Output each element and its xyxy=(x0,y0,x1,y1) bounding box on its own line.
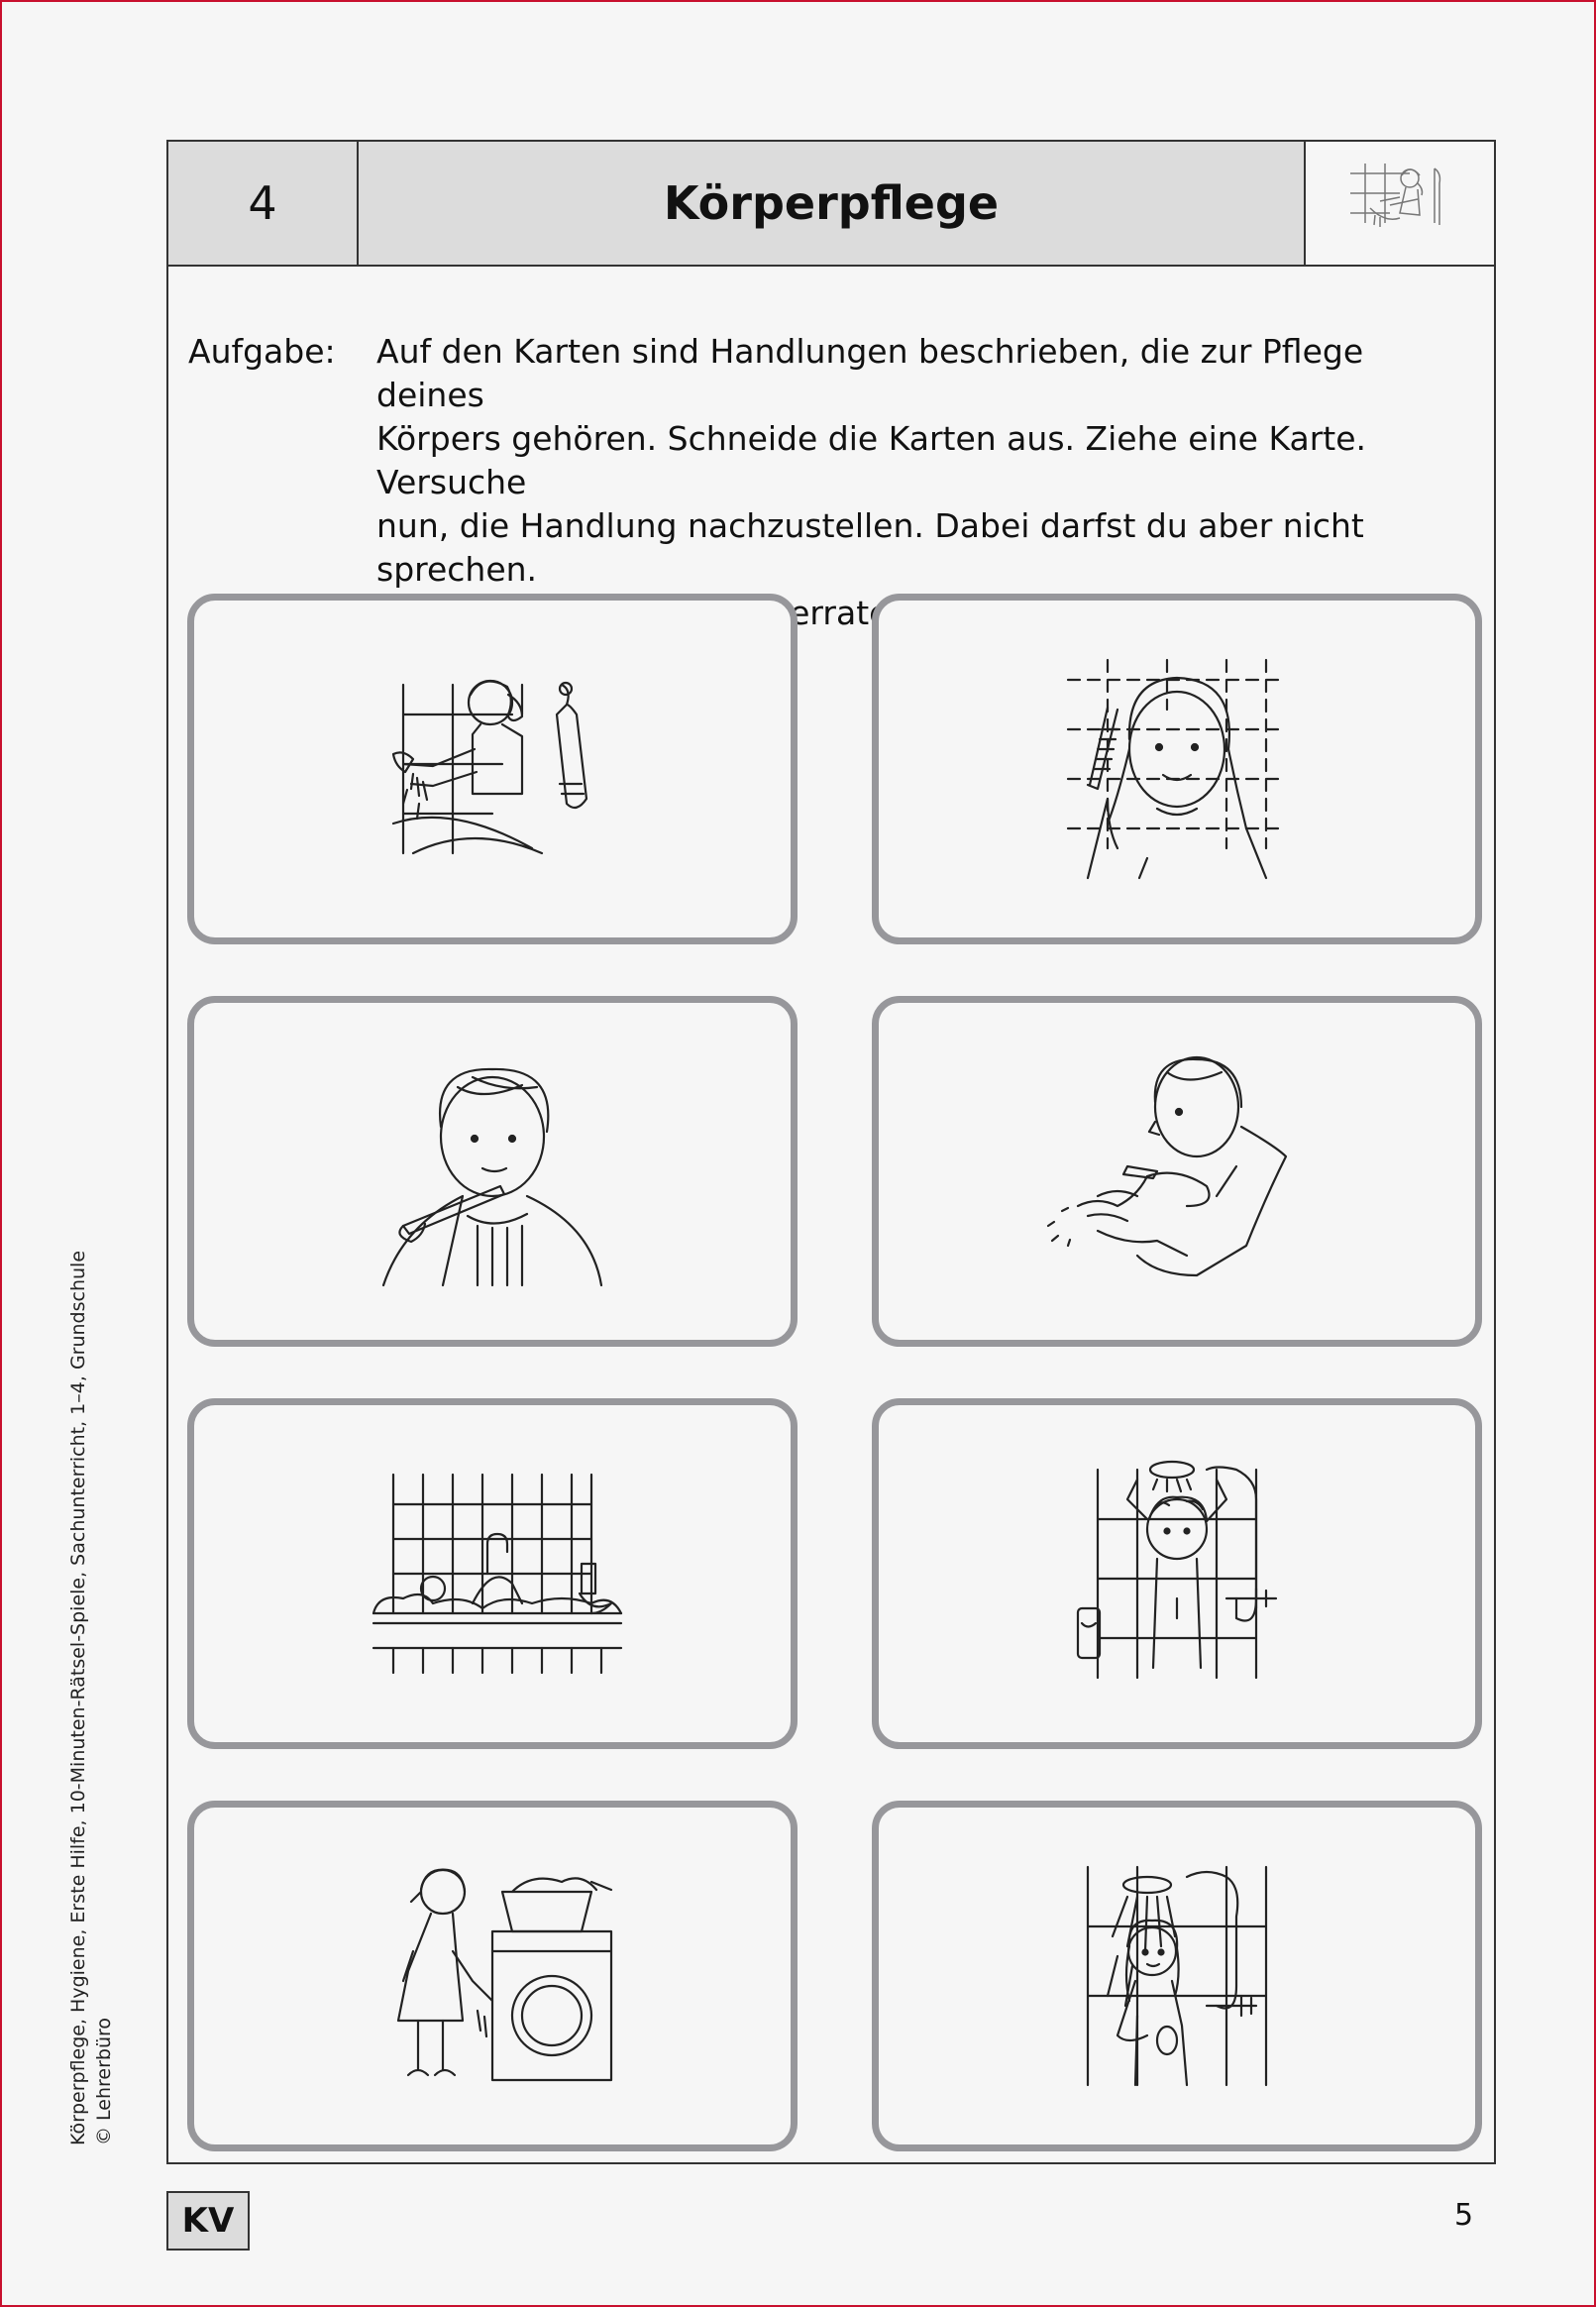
combing-hair-illustration-icon xyxy=(1048,650,1306,888)
action-card[interactable] xyxy=(187,1801,798,2151)
task-line: nun, die Handlung nachzustellen. Dabei darfst du aber nicht sprechen. xyxy=(376,506,1364,589)
action-card[interactable] xyxy=(187,1398,798,1749)
page-title: Körperpflege xyxy=(359,142,1306,265)
cutting-nails-illustration-icon xyxy=(1038,1047,1316,1295)
washing-hands-illustration-icon xyxy=(373,655,611,883)
action-card[interactable] xyxy=(872,1801,1482,2151)
action-card[interactable] xyxy=(187,996,798,1347)
task-label: Aufgabe: xyxy=(188,332,336,371)
washing-machine-laundry-illustration-icon xyxy=(364,1862,621,2090)
bathtub-illustration-icon xyxy=(354,1465,631,1683)
task-line: Körpers gehören. Schneide die Karten aus. Ziehe eine Karte. Versuche xyxy=(376,419,1367,501)
action-card[interactable] xyxy=(872,594,1482,944)
task-line: Auf den Karten sind Handlungen beschrieben, die zur Pflege deines xyxy=(376,332,1364,414)
action-card[interactable] xyxy=(872,996,1482,1347)
page-number: 5 xyxy=(1454,2198,1474,2233)
copyright-line: © Lehrerbüro xyxy=(93,2017,115,2145)
showering-illustration-icon xyxy=(1058,1857,1296,2095)
copyright-side-text xyxy=(65,1251,117,2145)
chapter-number: 4 xyxy=(168,142,359,265)
girl-washing-hands-thumbnail-icon xyxy=(1306,142,1494,265)
action-card[interactable] xyxy=(187,594,798,944)
kv-badge: KV xyxy=(166,2191,250,2251)
action-card[interactable] xyxy=(872,1398,1482,1749)
washing-hair-shower-illustration-icon xyxy=(1058,1460,1296,1688)
source-line: Körperpflege, Hygiene, Erste Hilfe, 10-Minuten-Rätsel-Spiele, Sachunterricht, 1–4, Grundschule xyxy=(67,1250,89,2145)
worksheet-header xyxy=(168,142,1494,267)
task-text xyxy=(376,330,1476,635)
brushing-teeth-illustration-icon xyxy=(364,1047,621,1295)
task-line: erraten, xyxy=(790,594,920,632)
